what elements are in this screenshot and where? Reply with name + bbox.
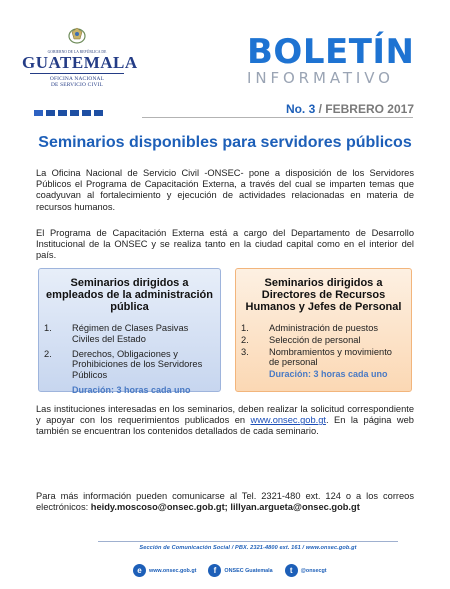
square-decoration xyxy=(46,110,55,116)
social-twitter[interactable] xyxy=(285,564,327,577)
list-item-text: Nombramientos y movimiento de personal xyxy=(269,346,392,368)
bulletin-title: BOLETÍN xyxy=(247,32,415,72)
social-links xyxy=(133,564,327,577)
seminars-directors-box xyxy=(235,268,412,392)
list-item-number: 3. xyxy=(241,346,249,357)
list-item-number: 1. xyxy=(241,323,249,333)
issue-date: FEBRERO 2017 xyxy=(325,102,414,116)
seminar-list xyxy=(39,323,220,381)
list-item-number: 2. xyxy=(44,348,52,359)
social-label: ONSEC Guatemala xyxy=(224,567,273,574)
square-decoration xyxy=(34,110,43,116)
decorative-squares xyxy=(34,110,103,116)
coat-of-arms-icon xyxy=(66,26,88,44)
request-text: Las instituciones interesadas en los seminarios, deben realizar la solicitud correspondiente y apoyar con los requerimientos publicados en xyxy=(36,404,414,426)
list-item-text: Régimen de Clases Pasivas Civiles del Estado xyxy=(72,323,189,344)
list-item xyxy=(241,323,401,334)
social-label: www.onsec.gob.gt xyxy=(149,567,197,574)
list-item-number: 2. xyxy=(241,334,249,345)
social-facebook[interactable] xyxy=(208,564,272,577)
footer-contact-line: Sección de Comunicación Social / PBX. 2321-4800 ext. 161 / www.onsec.gob.gt xyxy=(139,545,357,551)
facebook-icon: f xyxy=(208,564,221,577)
square-decoration xyxy=(94,110,103,116)
logo-small-text: GOBIERNO DE LA REPÚBLICA DE xyxy=(47,50,107,54)
logo-office-line1: OFICINA NACIONAL xyxy=(49,76,105,82)
list-item xyxy=(241,347,401,369)
list-item-text: Administración de puestos xyxy=(269,323,379,333)
list-item-text: Derechos, Obligaciones y Prohibiciones de los Servidores Públicos xyxy=(72,348,203,381)
twitter-icon: t xyxy=(285,564,298,577)
square-decoration xyxy=(82,110,91,116)
intro-paragraph: La Oficina Nacional de Servicio Civil -ONSEC- pone a disposición de los Servidores Públicos el Programa de Capacitación Externa, a través del cual se imparten temas que coadyuvan al fortalecimiento y ejecución de actividades relacionadas en materia de recursos humanos. xyxy=(36,168,414,212)
social-label: @onsecgt xyxy=(300,567,327,574)
web-icon: e xyxy=(133,564,146,577)
request-text-end: . En la página web también se encuentran los contenidos detallados de cada seminario. xyxy=(36,415,414,437)
seminars-employees-box xyxy=(38,268,221,395)
contact-emails[interactable]: heidy.moscoso@onsec.gob.gt; lillyan.argueta@onsec.gob.gt xyxy=(90,502,360,513)
square-decoration xyxy=(58,110,67,116)
contact-text: Para más información pueden comunicarse al Tel. 2321-480 ext. 124 o a los correos electrónicos: xyxy=(36,491,414,513)
issue-info xyxy=(286,102,414,116)
seminar-list xyxy=(236,323,411,368)
request-paragraph xyxy=(36,404,414,438)
duration-note: Duración: 3 horas cada uno xyxy=(269,369,388,380)
onsec-logo xyxy=(22,26,138,89)
logo-divider xyxy=(30,73,124,74)
box-title: Seminarios dirigidos a Directores de Recursos Humanos y Jefes de Personal xyxy=(245,277,402,313)
issue-rule xyxy=(142,117,413,118)
list-item xyxy=(241,335,401,346)
logo-country-name: GUATEMALA xyxy=(22,53,138,72)
square-decoration xyxy=(70,110,79,116)
duration-note: Duración: 3 horas cada uno xyxy=(72,384,191,395)
bulletin-subtitle: INFORMATIVO xyxy=(247,69,394,87)
website-link[interactable]: www.onsec.gob.gt xyxy=(250,415,326,426)
program-paragraph: El Programa de Capacitación Externa está a cargo del Departamento de Desarrollo Institucional de la ONSEC y se realiza tanto en la ciudad capital como en el interior del país. xyxy=(36,228,414,261)
social-web[interactable] xyxy=(133,564,196,577)
box-title: Seminarios dirigidos a empleados de la administración pública xyxy=(46,277,213,313)
logo-office-line2: DE SERVICIO CIVIL xyxy=(50,82,104,89)
list-item-number: 1. xyxy=(44,323,52,333)
contact-paragraph xyxy=(36,491,414,513)
list-item xyxy=(44,349,210,381)
footer-rule xyxy=(98,541,398,542)
issue-number: No. 3 xyxy=(285,102,316,116)
list-item-text: Selección de personal xyxy=(269,334,361,345)
list-item xyxy=(44,323,210,345)
page-title: Seminarios disponibles para servidores públicos xyxy=(38,134,412,151)
issue-separator: / xyxy=(315,102,326,116)
